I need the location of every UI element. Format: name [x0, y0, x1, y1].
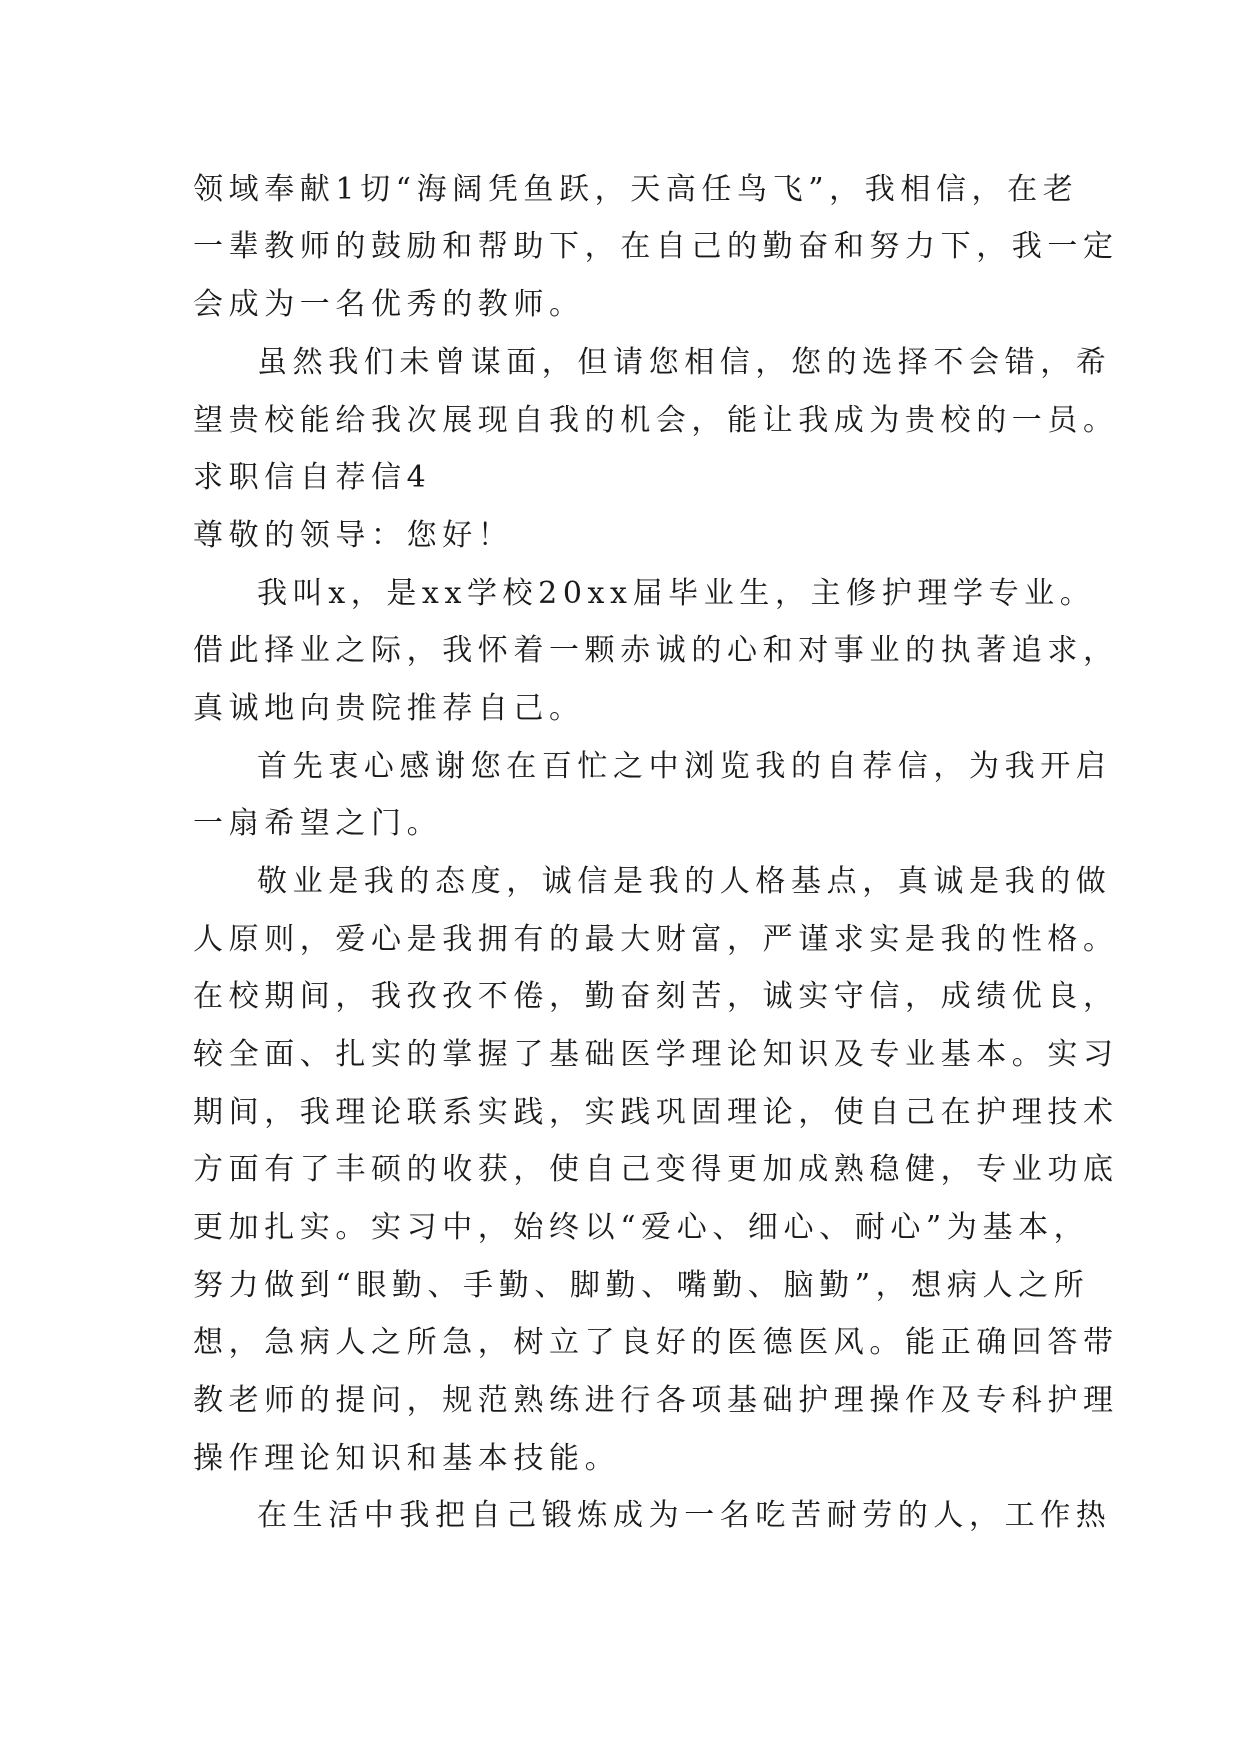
text-line: 在生活中我把自己锻炼成为一名吃苦耐劳的人，工作热	[257, 1498, 1112, 1533]
text-line: 一扇希望之门。	[193, 806, 443, 841]
text-line: 期间，我理论联系实践，实践巩固理论，使自己在护理技术	[193, 1095, 1119, 1130]
text-line: 较全面、扎实的掌握了基础医学理论知识及专业基本。实习	[193, 1037, 1119, 1072]
text-line: 领域奉献1切“海阔凭鱼跃，天高任鸟飞”，我相信，在老	[193, 172, 1079, 207]
text-line: 首先衷心感谢您在百忙之中浏览我的自荐信，为我开启	[257, 749, 1112, 784]
text-line: 人原则，爱心是我拥有的最大财富，严谨求实是我的性格。	[193, 922, 1119, 957]
text-line: 操作理论知识和基本技能。	[193, 1441, 621, 1476]
text-line: 借此择业之际，我怀着一颗赤诚的心和对事业的执著追求，	[193, 633, 1119, 668]
salutation: 尊敬的领导：您好！	[193, 518, 514, 553]
text-line: 想，急病人之所急，树立了良好的医德医风。能正确回答带	[193, 1325, 1119, 1360]
text-line: 真诚地向贵院推荐自己。	[193, 691, 585, 726]
text-line: 一辈教师的鼓励和帮助下，在自己的勤奋和努力下，我一定	[193, 229, 1119, 264]
text-line: 虽然我们未曾谋面，但请您相信，您的选择不会错，希	[257, 345, 1112, 380]
text-line: 方面有了丰硕的收获，使自己变得更加成熟稳健，专业功底	[193, 1152, 1119, 1187]
text-line: 努力做到“眼勤、手勤、脚勤、嘴勤、脑勤”，想病人之所	[193, 1268, 1090, 1303]
text-line: 敬业是我的态度，诚信是我的人格基点，真诚是我的做	[257, 864, 1112, 899]
text-line: 更加扎实。实习中，始终以“爱心、细心、耐心”为基本，	[193, 1210, 1090, 1245]
text-line: 在校期间，我孜孜不倦，勤奋刻苦，诚实守信，成绩优良，	[193, 979, 1119, 1014]
text-line: 我叫x，是xx学校20xx届毕业生，主修护理学专业。	[257, 576, 1096, 611]
section-heading: 求职信自荐信4	[193, 460, 432, 495]
text-line: 望贵校能给我次展现自我的机会，能让我成为贵校的一员。	[193, 403, 1119, 438]
text-line: 会成为一名优秀的教师。	[193, 287, 585, 322]
text-line: 教老师的提问，规范熟练进行各项基础护理操作及专科护理	[193, 1383, 1119, 1418]
